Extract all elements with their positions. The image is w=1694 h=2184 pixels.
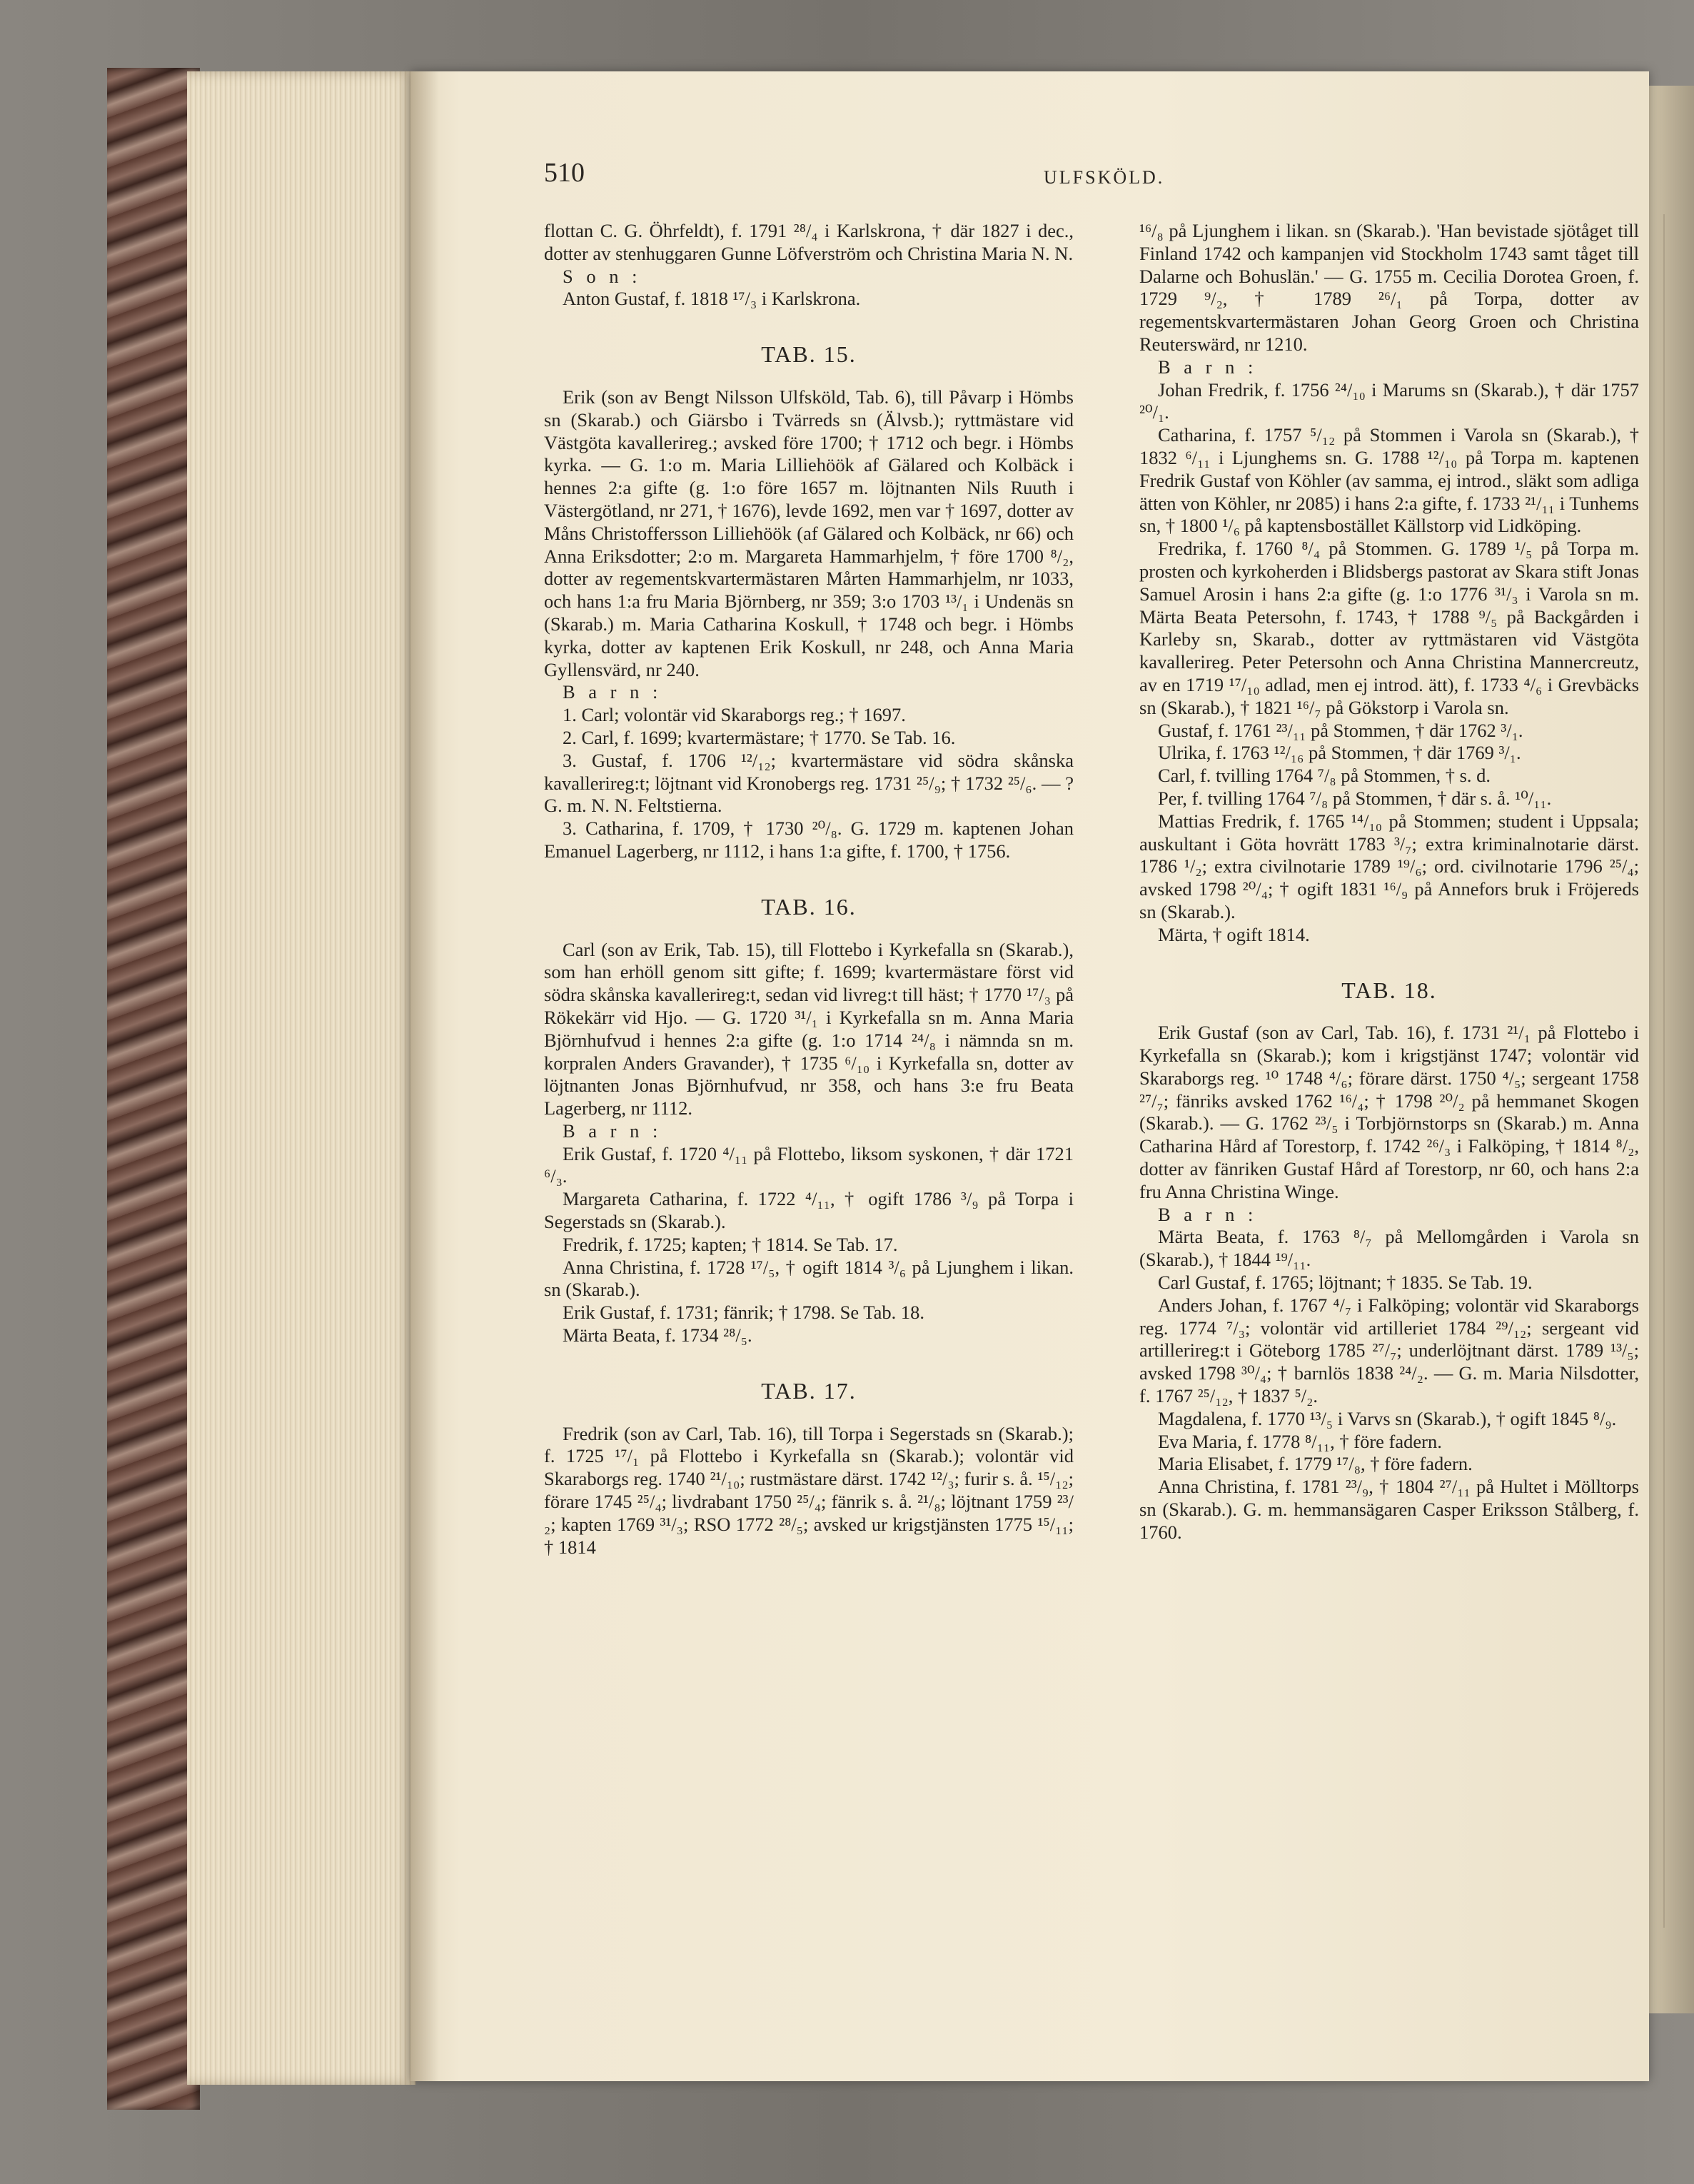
child-entry: 3. Gustaf, f. 1706 ¹²/₁₂; kvartermästare vid södra skånska kavallerireg:t; löjtnant vid Kronobergs reg. 1731 ²⁵/₉; † 1732 ²⁵/₆. — ?G. m. N. N. Feltstierna. [544, 749, 1074, 817]
child-entry: Ulrika, f. 1763 ¹²/₁₆ på Stommen, † där 1769 ³/₁. [1158, 742, 1521, 764]
gutter-shadow [410, 71, 439, 2081]
paragraph: ¹⁶/₈ på Ljunghem i likan. sn (Skarab.). 'Han bevistade sjötåget till Finland 1742 och kampanjen vid Stockholm 1743 samt tåget till Dalarne och Bohuslän.' — G. 1755 m. Cecilia Dorotea Groen, f. 1729 ⁹/₂, † 1789 ²⁶/₁ på Torpa, dotter av regementskvartermästaren Johan Georg Groen och Christina Reuterswärd, nr 1210. [1139, 220, 1639, 355]
paragraph: Carl (son av Erik, Tab. 15), till Flottebo i Kyrkefalla sn (Skarab.), som han erhöll genom sitt gifte; f. 1699; kvartermästare först vid södra skånska kavallerireg:t, sedan vid livreg:t till häst; † 1770 ¹⁷/₃ på Rökekärr vid Hjo. — G. 1720 ³¹/₁ i Kyrkefalla sn m. Anna Maria Björnhufvud i hennes 2:a gifte (g. 1:o 1714 ²⁴/₈ i nämnda sn m. korpralen Anders Gravander), † 1735 ⁶/₁₀ i Kyrkefalla sn, dotter av löjtnanten Jonas Björnhufvud, nr 358, och hans 3:e fru Beata Lagerberg, nr 1112. [544, 938, 1074, 1119]
child-entry: Fredrika, f. 1760 ⁸/₄ på Stommen. G. 1789 ¹/₅ på Torpa m. prosten och kyrkoherden i Blidsbergs pastorat av Skara stift Jonas Samuel Arosin i hans 2:a gifte (g. 1:o 1776 ³¹/₃ i Varola sn m. Märta Beata Petersohn, f. 1743, † 1788 ⁹/₅ på Backgården i Karleby sn, Skarab., dotter av ryttmästaren vid Västgöta kavallerireg. Peter Petersohn och Anna Christina Mannercreutz, av en 1719 ¹⁷/₁₀ adlad, men ej introd. ätt), f. 1733 ⁴/₆ i Grevbäcks sn (Skarab.), † 1821 ¹⁶/₇ på Gökstorp i Varola sn. [1139, 538, 1639, 718]
child-entry: Märta Beata, f. 1734 ²⁸/₅. [563, 1324, 752, 1347]
next-page-edge [1649, 86, 1694, 2013]
paragraph: Erik Gustaf (son av Carl, Tab. 16), f. 1731 ²¹/₁ på Flottebo i Kyrkefalla sn (Skarab.); kom i krigstjänst 1747; volontär vid Skaraborgs reg. ¹⁰ 1748 ⁴/₆; förare därst. 1750 ⁴/₅; sergeant 1758 ²⁷/₇; fänriks avsked 1762 ¹⁶/₄; † 1798 ²⁰/₂ på hemmanet Skogen (Skarab.). — G. 1762 ²³/₅ i Torbjörnstorps sn (Skarab.) m. Anna Catharina Hård af Torestorp, f. 1742 ²⁶/₃ i Falköping, † 1814 ⁸/₂, dotter av fänriken Gustaf Hård af Torestorp, nr 60, och hans 2:a fru Anna Christina Winge. [1139, 1022, 1639, 1202]
subheading-children: B a r n : [1158, 1203, 1258, 1225]
paragraph: Erik (son av Bengt Nilsson Ulfsköld, Tab. 6), till Påvarp i Hömbs sn (Skarab.) och Giärsbo i Tvärreds sn (Älvsb.); ryttmästare vid Västgöta kavallerireg.; avsked före 1700; † 1712 och begr. i Hömbs kyrka. — G. 1:o m. Maria Lilliehöök af Gälared och Kolbäck i hennes 2:a gifte (g. 1:o före 1657 m. löjtnanten Nils Ruuth i Västergötland, nr 271, † 1676), levde 1692, men var † 1697, dotter av Måns Christoffersson Lilliehöök (af Gälared och Kolbäck, nr 66) och Anna Eriksdotter; 2:o m. Margareta Hammarhjelm, † före 1700 ⁸/₂, dotter av regementskvartermästaren Mårten Hammarhjelm, nr 1033, och hans 1:a fru Maria Björnberg, nr 359; 3:o 1703 ¹³/₁ i Undenäs sn (Skarab.) m. Maria Catharina Koskull, † 1748 och begr. i Hömbs kyrka, dotter av kaptenen Erik Koskull, nr 248, och Anna Maria Gyllensvärd, nr 240. [544, 386, 1074, 680]
child-entry: 2. Carl, f. 1699; kvartermästare; † 1770. Se Tab. 16. [563, 726, 956, 748]
child-entry: 3. Catharina, f. 1709, † 1730 ²⁰/₈. G. 1729 m. kaptenen Johan Emanuel Lagerberg, nr 1112, i hans 1:a gifte, f. 1700, † 1756. [544, 817, 1074, 862]
child-entry: Catharina, f. 1757 ⁵/₁₂ på Stommen i Varola sn (Skarab.), † 1832 ⁶/₁₁ i Ljunghems sn. G. 1788 ¹²/₁₀ på Torpa m. kaptenen Fredrik Gustaf von Köhler (av samma, ej introd., släkt som adliga ätten von Köhler, nr 2085) i hans 2:a gifte, f. 1733 ²¹/₁₁ i Tunhems sn, † 1800 ¹/₆ på kaptensbostället Källstorp vid Lidköping. [1139, 424, 1639, 537]
subheading-children: B a r n : [1158, 356, 1258, 378]
child-entry: Johan Fredrik, f. 1756 ²⁴/₁₀ i Marums sn (Skarab.), † där 1757 ²⁰/₁. [1139, 378, 1639, 423]
subheading-children: B a r n : [563, 1119, 662, 1142]
marbled-book-cover [107, 68, 200, 2110]
paragraph: flottan C. G. Öhrfeldt), f. 1791 ²⁸/₄ i Karlskrona, † där 1827 i dec., dotter av stenhuggaren Gunne Löfverström och Christina Maria N. N. [544, 220, 1074, 264]
subheading-son: S o n : [563, 265, 642, 287]
child-entry: Anna Christina, f. 1728 ¹⁷/₅, † ogift 1814 ³/₆ på Ljunghem i likan. sn (Skarab.). [544, 1256, 1074, 1301]
child-entry: Magdalena, f. 1770 ¹³/₅ i Varvs sn (Skarab.), † ogift 1845 ⁸/₉. [1158, 1407, 1617, 1429]
child-entry: 1. Carl; volontär vid Skaraborgs reg.; † 1697. [563, 704, 906, 726]
child-entry: Eva Maria, f. 1778 ⁸/₁₁, † före fadern. [1158, 1430, 1442, 1452]
page-fold [1663, 214, 1665, 1928]
child-entry: Per, f. tvilling 1764 ⁷/₈ på Stommen, † där s. å. ¹⁰/₁₁. [1158, 787, 1552, 809]
child-entry: Margareta Catharina, f. 1722 ⁴/₁₁, † ogift 1786 ³/₉ på Torpa i Segerstads sn (Skarab.). [544, 1188, 1074, 1233]
child-entry: Anton Gustaf, f. 1818 ¹⁷/₃ i Karlskrona. [563, 288, 861, 310]
left-column [544, 220, 1074, 1559]
child-entry: Fredrik, f. 1725; kapten; † 1814. Se Tab. 17. [563, 1233, 898, 1255]
running-head: ULFSKÖLD. [1044, 167, 1165, 188]
child-entry: Erik Gustaf, f. 1731; fänrik; † 1798. Se Tab. 18. [563, 1302, 924, 1324]
paragraph: Fredrik (son av Carl, Tab. 16), till Torpa i Segerstads sn (Skarab.); f. 1725 ¹⁷/₁ på Flottebo i Kyrkefalla sn (Skarab.); volontär vid Skaraborgs reg. 1740 ²¹/₁₀; rustmästare därst. 1742 ¹²/₃; furir s. å. ¹⁵/₁₂; förare 1745 ²⁵/₄; livdrabant 1750 ²⁵/₄; fänrik s. å. ²¹/₈; löjtnant 1759 ²³/₂; kapten 1769 ³¹/₃; RSO 1772 ²⁸/₅; avsked ur krigstjänsten 1775 ¹⁵/₁₁; † 1814 [544, 1422, 1074, 1558]
child-entry: Märta Beata, f. 1763 ⁸/₇ på Mellomgården i Varola sn (Skarab.), † 1844 ¹⁹/₁₁. [1139, 1226, 1639, 1271]
child-entry: Gustaf, f. 1761 ²³/₁₁ på Stommen, † där 1762 ³/₁. [1158, 719, 1523, 741]
child-entry: Erik Gustaf, f. 1720 ⁴/₁₁ på Flottebo, liksom syskonen, † där 1721 ⁶/₃. [544, 1142, 1074, 1187]
child-entry: Carl, f. tvilling 1764 ⁷/₈ på Stommen, † s. d. [1158, 765, 1491, 787]
right-column [1139, 220, 1639, 1544]
page-header [544, 157, 1672, 193]
child-entry: Maria Elisabet, f. 1779 ¹⁷/₈, † före fadern. [1158, 1453, 1473, 1475]
child-entry: Mattias Fredrik, f. 1765 ¹⁴/₁₀ på Stommen; student i Uppsala; auskultant i Göta hovrätt 1783 ³/₇; extra kriminalnotarie därst. 1786 ¹/₂; extra civilnotarie 1789 ¹⁹/₆; ord. civilnotarie 1796 ²⁵/₄; avsked 1798 ²⁰/₄; † ogift 1831 ¹⁶/₉ på Annefors bruk i Fröjereds sn (Skarab.). [1139, 810, 1639, 922]
child-entry: Märta, † ogift 1814. [1158, 923, 1310, 945]
table-heading: TAB. 15. [761, 341, 857, 368]
child-entry: Carl Gustaf, f. 1765; löjtnant; † 1835. Se Tab. 19. [1158, 1272, 1533, 1294]
table-heading: TAB. 18. [1341, 977, 1437, 1003]
child-entry: Anders Johan, f. 1767 ⁴/₇ i Falköping; volontär vid Skaraborgs reg. 1774 ⁷/₃; volontär vid artilleriet 1784 ²⁹/₁₂; sergeant vid artillerireg:t i Göteborg 1785 ²⁷/₇; underlöjtnant därst. 1789 ¹³/₅; avsked 1798 ³⁰/₄; † barnlös 1838 ²⁴/₂. — G. m. Maria Nilsdotter, f. 1767 ²⁵/₁₂, † 1837 ⁵/₂. [1139, 1294, 1639, 1407]
subheading-children: B a r n : [563, 681, 662, 703]
table-heading: TAB. 17. [761, 1377, 857, 1404]
table-heading: TAB. 16. [761, 893, 857, 920]
child-entry: Anna Christina, f. 1781 ²³/₉, † 1804 ²⁷/₁₁ på Hultet i Mölltorps sn (Skarab.). G. m. hemmansägaren Casper Eriksson Stålberg, f. 1760. [1139, 1476, 1639, 1543]
page-edges [187, 71, 415, 2085]
page-number: 510 [544, 158, 585, 188]
